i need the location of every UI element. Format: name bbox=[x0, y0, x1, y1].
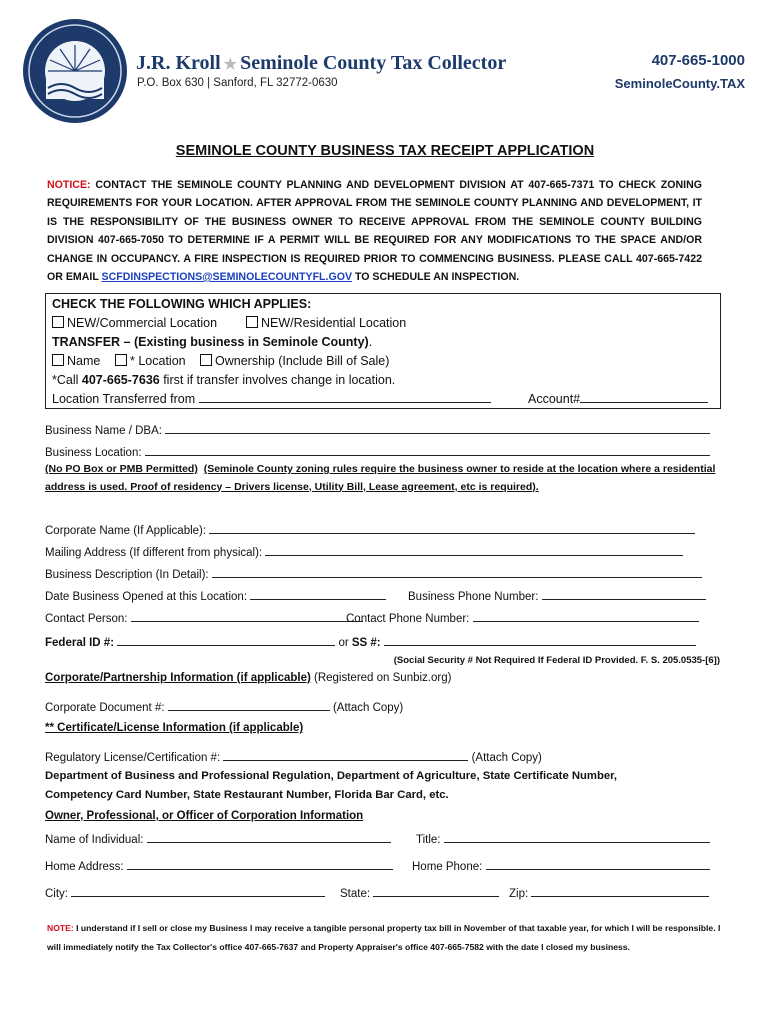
corporate-name-field[interactable] bbox=[209, 523, 695, 534]
location-label: * Location bbox=[130, 354, 186, 368]
date-opened-field[interactable] bbox=[250, 589, 386, 600]
city-label: City: bbox=[45, 888, 68, 900]
cert-heading: ** Certificate/License Information (if applicable) bbox=[45, 722, 304, 734]
name-checkbox[interactable] bbox=[52, 354, 64, 366]
account-field[interactable] bbox=[580, 392, 708, 403]
department-note: Department of Business and Professional Regulation, Department of Agriculture, State Certificate Number, Competency Card Number, State Restaurant Number, Florida Bar Card, etc. bbox=[45, 770, 618, 801]
location-checkbox[interactable] bbox=[115, 354, 127, 366]
new-commercial-checkbox[interactable] bbox=[52, 316, 64, 328]
home-phone-label: Home Phone: bbox=[412, 861, 483, 873]
office-address: P.O. Box 630 | Sanford, FL 32772-0630 bbox=[137, 77, 338, 89]
business-name-label: Business Name / DBA: bbox=[45, 425, 162, 437]
new-commercial-label: NEW/Commercial Location bbox=[67, 316, 218, 330]
name-individual-label: Name of Individual: bbox=[45, 834, 144, 846]
ss-field[interactable] bbox=[384, 635, 696, 646]
form-title: SEMINOLE COUNTY BUSINESS TAX RECEIPT APPLICATION bbox=[175, 143, 595, 159]
sunbiz-note: (Registered on Sunbiz.org) bbox=[310, 672, 452, 684]
business-location-label: Business Location: bbox=[45, 447, 142, 459]
footer-note bbox=[47, 919, 727, 957]
federal-id-field[interactable] bbox=[117, 635, 335, 646]
contact-person-label: Contact Person: bbox=[45, 613, 128, 625]
notice-text: CONTACT THE SEMINOLE COUNTY PLANNING AND DEVELOPMENT DIVISION AT 407-665-7371 TO CHECK ZONING REQUIREMENTS FOR YOUR LOCATION. AFTER APPROVAL FROM THE SEMINOLE COUNTY PLANNING AND DEVELOPMENT, IT IS THE RESPONSIBILITY OF THE BUSINESS OWNER TO RECEIVE APPROVAL FROM THE SEMINOLE COUNTY BUILDING DIVISION 407-665-7050 TO DETERMINE IF A PERMIT WILL BE REQUIRED FOR ANY MODIFICATIONS TO THE SPACE AND/OR CHANGE IN OCCUPANCY. A FIRE INSPECTION IS REQUIRED PRIOR TO COMMENCING BUSINESS. PLEASE CALL 407-665-7422 OR EMAIL bbox=[47, 179, 702, 284]
county-seal-logo bbox=[22, 18, 128, 124]
business-description-label: Business Description (In Detail): bbox=[45, 569, 209, 581]
call-post: first if transfer involves change in location. bbox=[159, 373, 396, 387]
transferred-from-label: Location Transferred from bbox=[52, 392, 196, 406]
call-note bbox=[52, 373, 395, 387]
mailing-address-label: Mailing Address (If different from physical): bbox=[45, 547, 263, 559]
home-phone-field[interactable] bbox=[486, 859, 710, 870]
city-field[interactable] bbox=[71, 886, 325, 897]
office-phone: 407-665-1000 bbox=[651, 52, 745, 69]
ownership-checkbox[interactable] bbox=[200, 354, 212, 366]
name-label: Name bbox=[67, 354, 101, 368]
or-label: or bbox=[338, 637, 349, 649]
ownership-label: Ownership (Include Bill of Sale) bbox=[215, 354, 390, 368]
state-field[interactable] bbox=[373, 886, 499, 897]
footer-note-label: NOTE: bbox=[47, 923, 74, 933]
title-field[interactable] bbox=[444, 832, 710, 843]
mailing-address-field[interactable] bbox=[265, 545, 683, 556]
corp-info-heading: Corporate/Partnership Information (if applicable) bbox=[45, 672, 311, 684]
transferred-from-field[interactable] bbox=[199, 392, 491, 403]
office-website[interactable]: SeminoleCounty.TAX bbox=[614, 76, 745, 91]
transfer-label: TRANSFER – (Existing business in Seminole County) bbox=[52, 335, 369, 349]
zip-field[interactable] bbox=[531, 886, 709, 897]
new-residential-checkbox[interactable] bbox=[246, 316, 258, 328]
corp-document-label: Corporate Document #: bbox=[45, 702, 165, 714]
reg-attach-copy: (Attach Copy) bbox=[471, 752, 542, 764]
contact-phone-label: Contact Phone Number: bbox=[346, 613, 470, 625]
reg-license-label: Regulatory License/Certification #: bbox=[45, 752, 221, 764]
name-individual-field[interactable] bbox=[147, 832, 391, 843]
home-address-field[interactable] bbox=[127, 859, 393, 870]
federal-id-label: Federal ID #: bbox=[45, 637, 115, 649]
new-residential-label: NEW/Residential Location bbox=[261, 316, 407, 330]
zip-label: Zip: bbox=[509, 888, 529, 900]
state-label: State: bbox=[340, 888, 371, 900]
po-note-1: (No PO Box or PMB Permitted) bbox=[45, 463, 198, 475]
title-label: Title: bbox=[416, 834, 441, 846]
contact-phone-field[interactable] bbox=[473, 611, 699, 622]
account-label: Account# bbox=[528, 392, 581, 406]
home-address-label: Home Address: bbox=[45, 861, 124, 873]
footer-note-text: I understand if I sell or close my Business I may receive a tangible personal property tax bill in November of that taxable year, for which I will be responsible. I will immediately notify the Tax Collector's office 407-665-7637 and Property Appraiser's office 407-665-7582 with the date I closed my business. bbox=[47, 923, 721, 952]
call-pre: *Call bbox=[52, 373, 82, 387]
tax-collector-name bbox=[136, 52, 506, 75]
applies-heading: CHECK THE FOLLOWING WHICH APPLIES: bbox=[52, 297, 312, 311]
notice-label: NOTICE: bbox=[47, 179, 91, 191]
notice-paragraph bbox=[47, 176, 702, 286]
call-number: 407-665-7636 bbox=[81, 373, 160, 387]
po-note-2: (Seminole County zoning rules require the business owner to reside at the location where a residential address is used. Proof of residency – Drivers license, Utility Bill, Lease agreement, etc is required). bbox=[45, 463, 716, 493]
owner-heading: Owner, Professional, or Officer of Corporation Information bbox=[45, 810, 364, 822]
notice-tail: TO SCHEDULE AN INSPECTION. bbox=[352, 271, 520, 284]
business-phone-label: Business Phone Number: bbox=[408, 591, 539, 603]
contact-person-field[interactable] bbox=[131, 611, 363, 622]
business-phone-field[interactable] bbox=[542, 589, 706, 600]
corporate-name-label: Corporate Name (If Applicable): bbox=[45, 525, 207, 537]
business-location-field[interactable] bbox=[145, 445, 710, 456]
date-opened-label: Date Business Opened at this Location: bbox=[45, 591, 248, 603]
ss-note: (Social Security # Not Required If Federal ID Provided. F. S. 205.0535-[6]) bbox=[393, 655, 720, 666]
star-icon: ★ bbox=[223, 57, 238, 73]
business-description-field[interactable] bbox=[212, 567, 702, 578]
reg-license-field[interactable] bbox=[223, 750, 468, 761]
ss-label: SS #: bbox=[351, 637, 381, 649]
inspection-email-link[interactable]: SCFDINSPECTIONS@SEMINOLECOUNTYFL.GOV bbox=[101, 271, 353, 284]
corp-document-field[interactable] bbox=[168, 700, 330, 711]
corp-attach-copy: (Attach Copy) bbox=[332, 702, 404, 714]
office-name: Seminole County Tax Collector bbox=[240, 52, 507, 74]
business-name-field[interactable] bbox=[165, 423, 710, 434]
transfer-dot: . bbox=[368, 335, 373, 349]
collector-name: J.R. Kroll bbox=[136, 52, 221, 74]
residency-note bbox=[45, 461, 717, 496]
